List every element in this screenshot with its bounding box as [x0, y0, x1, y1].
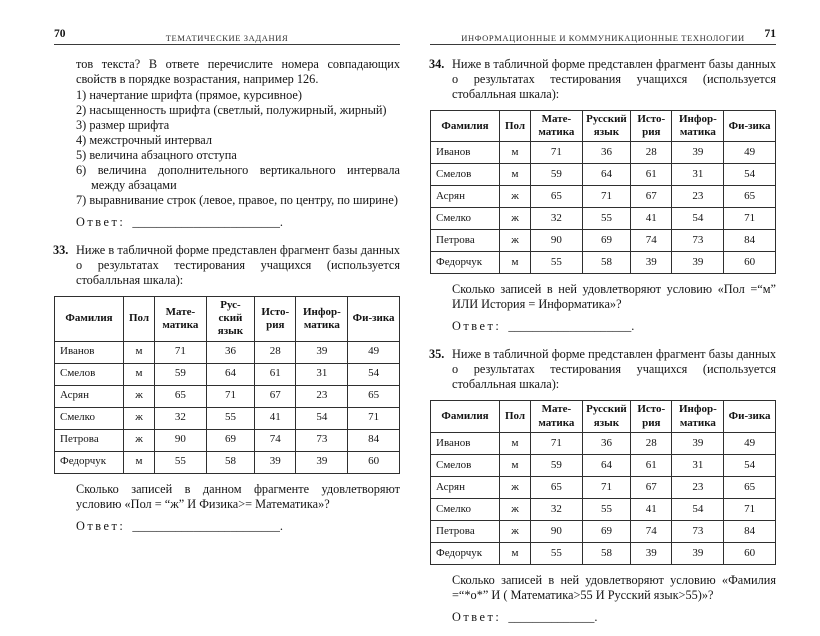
page-number: 70	[54, 28, 66, 40]
table-header-row	[431, 401, 776, 432]
value-cell: 58	[582, 252, 630, 274]
value-cell: 59	[155, 363, 207, 385]
table-row	[431, 520, 776, 542]
value-cell: 23	[296, 385, 348, 407]
value-cell: 28	[631, 142, 672, 164]
surname-cell: Петрова	[55, 429, 124, 451]
table-row	[431, 432, 776, 454]
value-cell: 71	[582, 186, 630, 208]
task-33	[53, 243, 400, 534]
value-cell: 67	[631, 186, 672, 208]
value-cell: м	[500, 432, 531, 454]
surname-cell: Петрова	[431, 230, 500, 252]
surname-cell: Асрян	[431, 186, 500, 208]
value-cell: 54	[672, 498, 724, 520]
value-cell: 54	[724, 164, 776, 186]
surname-cell: Федорчук	[431, 542, 500, 564]
table-row	[431, 164, 776, 186]
value-cell: ж	[500, 230, 531, 252]
value-cell: ж	[124, 385, 155, 407]
value-cell: 71	[531, 432, 583, 454]
value-cell: 41	[631, 498, 672, 520]
table-row	[431, 542, 776, 564]
value-cell: ж	[500, 476, 531, 498]
value-cell: 58	[206, 451, 254, 473]
value-cell: ж	[500, 208, 531, 230]
task-number: 34.	[429, 57, 445, 71]
value-cell: м	[124, 363, 155, 385]
value-cell: 73	[296, 429, 348, 451]
value-cell: 90	[531, 230, 583, 252]
column-header: Мате-матика	[531, 401, 583, 432]
font-properties-list	[76, 88, 400, 208]
value-cell: 55	[206, 407, 254, 429]
value-cell: 32	[155, 407, 207, 429]
value-cell: 61	[255, 363, 296, 385]
surname-cell: Асрян	[55, 385, 124, 407]
value-cell: 60	[724, 542, 776, 564]
value-cell: 31	[672, 454, 724, 476]
right-column-body	[429, 57, 776, 625]
value-cell: ж	[124, 407, 155, 429]
value-cell: м	[500, 142, 531, 164]
column-header: Фамилия	[431, 401, 500, 432]
task-34	[429, 57, 776, 334]
column-header: Мате-матика	[531, 111, 583, 142]
value-cell: 74	[631, 520, 672, 542]
value-cell: 55	[582, 498, 630, 520]
answer-line	[452, 319, 776, 334]
column-header: Мате-матика	[155, 297, 207, 342]
column-header: Фамилия	[55, 297, 124, 342]
value-cell: 54	[296, 407, 348, 429]
surname-cell: Смелко	[431, 208, 500, 230]
value-cell: 71	[724, 498, 776, 520]
column-header: Русский язык	[582, 401, 630, 432]
column-header: Пол	[500, 111, 531, 142]
surname-cell: Смелов	[431, 164, 500, 186]
value-cell: м	[500, 454, 531, 476]
table-row	[431, 186, 776, 208]
results-table-35	[430, 400, 776, 564]
surname-cell: Смелко	[431, 498, 500, 520]
column-header: Фамилия	[431, 111, 500, 142]
value-cell: 74	[255, 429, 296, 451]
table-row	[55, 407, 400, 429]
value-cell: 84	[348, 429, 400, 451]
value-cell: 55	[531, 542, 583, 564]
table-header-row	[55, 297, 400, 342]
column-header: Рус-ский язык	[206, 297, 254, 342]
table-row	[431, 498, 776, 520]
value-cell: 39	[672, 142, 724, 164]
page-left	[54, 28, 400, 620]
column-header: Инфор-матика	[672, 111, 724, 142]
task-description: Ниже в табличной форме представлен фрагмент базы данных о результатах тестирования учащихся (используется стобалльная шкала):	[76, 243, 400, 287]
page-right	[429, 28, 776, 624]
column-header: Инфор-матика	[296, 297, 348, 342]
value-cell: м	[500, 164, 531, 186]
value-cell: ж	[500, 186, 531, 208]
results-table-34	[430, 110, 776, 274]
value-cell: 71	[155, 341, 207, 363]
column-header: Исто-рия	[255, 297, 296, 342]
answer-line	[76, 215, 400, 230]
task-description: Ниже в табличной форме представлен фрагмент базы данных о результатах тестирования учащихся (используется стобалльная шкала):	[452, 57, 776, 101]
value-cell: 54	[672, 208, 724, 230]
surname-cell: Петрова	[431, 520, 500, 542]
value-cell: 60	[348, 451, 400, 473]
table-row	[55, 341, 400, 363]
value-cell: 36	[582, 432, 630, 454]
value-cell: 39	[672, 252, 724, 274]
value-cell: ж	[500, 498, 531, 520]
value-cell: 39	[672, 432, 724, 454]
value-cell: 64	[206, 363, 254, 385]
value-cell: 39	[631, 252, 672, 274]
value-cell: 65	[724, 476, 776, 498]
value-cell: 39	[296, 451, 348, 473]
table-row	[431, 230, 776, 252]
left-column-body	[53, 57, 400, 534]
column-header: Пол	[124, 297, 155, 342]
value-cell: 41	[255, 407, 296, 429]
value-cell: 69	[582, 230, 630, 252]
surname-cell: Иванов	[431, 142, 500, 164]
table-row	[431, 142, 776, 164]
value-cell: м	[124, 341, 155, 363]
list-item: 2) насыщенность шрифта (светлый, полужирный, жирный)	[76, 103, 387, 117]
value-cell: 23	[672, 186, 724, 208]
table-row	[431, 252, 776, 274]
value-cell: 64	[582, 454, 630, 476]
results-table-33	[54, 296, 400, 474]
surname-cell: Смелов	[55, 363, 124, 385]
value-cell: 59	[531, 164, 583, 186]
table-row	[55, 451, 400, 473]
value-cell: 32	[531, 498, 583, 520]
list-item: 7) выравнивание строк (левое, правое, по центру, по ширине)	[76, 193, 398, 207]
table-row	[55, 363, 400, 385]
table-header-row	[431, 111, 776, 142]
value-cell: 65	[155, 385, 207, 407]
column-header: Пол	[500, 401, 531, 432]
column-header: Фи-зика	[348, 297, 400, 342]
value-cell: 39	[631, 542, 672, 564]
value-cell: 67	[255, 385, 296, 407]
column-header: Инфор-матика	[672, 401, 724, 432]
surname-cell: Федорчук	[55, 451, 124, 473]
surname-cell: Асрян	[431, 476, 500, 498]
value-cell: ж	[500, 520, 531, 542]
value-cell: 36	[582, 142, 630, 164]
surname-cell: Смелов	[431, 454, 500, 476]
column-header: Исто-рия	[631, 401, 672, 432]
answer-label: Ответ:	[76, 518, 126, 533]
task-question: Сколько записей в ней удовлетворяют условию «Пол =“м” ИЛИ История = Информатика»?	[452, 282, 776, 312]
value-cell: 71	[206, 385, 254, 407]
list-item: 4) межстрочный интервал	[76, 133, 212, 147]
value-cell: 65	[531, 476, 583, 498]
value-cell: 49	[724, 432, 776, 454]
value-cell: 61	[631, 164, 672, 186]
task-question: Сколько записей в ней удовлетворяют условию «Фамилия =“*о*” И ( Математика>55 И Русский язык>55)»?	[452, 572, 776, 602]
value-cell: 28	[255, 341, 296, 363]
value-cell: 65	[724, 186, 776, 208]
list-item: 6) величина дополнительного вертикального интервала между абзацами	[76, 163, 400, 192]
column-header: Русский язык	[582, 111, 630, 142]
task-number: 35.	[429, 347, 445, 362]
surname-cell: Иванов	[431, 432, 500, 454]
column-header: Исто-рия	[631, 111, 672, 142]
value-cell: м	[500, 252, 531, 274]
value-cell: 31	[296, 363, 348, 385]
value-cell: 84	[724, 520, 776, 542]
answer-line	[76, 519, 400, 534]
value-cell: 71	[531, 142, 583, 164]
answer-label: Ответ:	[452, 609, 502, 624]
list-item: 3) размер шрифта	[76, 118, 170, 132]
value-cell: 61	[631, 454, 672, 476]
answer-blank: ______________.	[508, 609, 598, 624]
value-cell: 67	[631, 476, 672, 498]
value-cell: 73	[672, 230, 724, 252]
value-cell: м	[124, 451, 155, 473]
value-cell: 28	[631, 432, 672, 454]
value-cell: 74	[631, 230, 672, 252]
running-title: ИНФОРМАЦИОННЫЕ И КОММУНИКАЦИОННЫЕ ТЕХНОЛОГИИ	[461, 33, 745, 43]
value-cell: 58	[582, 542, 630, 564]
value-cell: 55	[531, 252, 583, 274]
table-row	[55, 385, 400, 407]
value-cell: 64	[582, 164, 630, 186]
page-header-right	[430, 28, 776, 45]
value-cell: 23	[672, 476, 724, 498]
value-cell: 39	[255, 451, 296, 473]
value-cell: 39	[296, 341, 348, 363]
answer-blank: ________________________.	[132, 215, 283, 229]
value-cell: 69	[582, 520, 630, 542]
column-header: Фи-зика	[724, 111, 776, 142]
answer-blank: ________________________.	[132, 518, 283, 533]
value-cell: 71	[582, 476, 630, 498]
value-cell: м	[500, 542, 531, 564]
answer-blank: ____________________.	[508, 319, 635, 334]
task-number: 33.	[53, 243, 69, 257]
table-row	[431, 476, 776, 498]
value-cell: 49	[348, 341, 400, 363]
task-question: Сколько записей в данном фрагменте удовлетворяют условию «Пол = “ж” И Физика>= Математика»?	[76, 481, 400, 511]
answer-label: Ответ:	[76, 215, 126, 229]
value-cell: 60	[724, 252, 776, 274]
table-row	[431, 208, 776, 230]
value-cell: 41	[631, 208, 672, 230]
list-item: 5) величина абзацного отступа	[76, 148, 237, 162]
value-cell: 59	[531, 454, 583, 476]
value-cell: 36	[206, 341, 254, 363]
value-cell: 54	[724, 454, 776, 476]
value-cell: 55	[155, 451, 207, 473]
value-cell: 71	[348, 407, 400, 429]
value-cell: 39	[672, 542, 724, 564]
surname-cell: Федорчук	[431, 252, 500, 274]
value-cell: 90	[531, 520, 583, 542]
value-cell: ж	[124, 429, 155, 451]
table-row	[431, 454, 776, 476]
value-cell: 84	[724, 230, 776, 252]
value-cell: 49	[724, 142, 776, 164]
page-header-left	[54, 28, 400, 45]
value-cell: 54	[348, 363, 400, 385]
value-cell: 65	[348, 385, 400, 407]
task-35	[429, 347, 776, 624]
column-header: Фи-зика	[724, 401, 776, 432]
value-cell: 32	[531, 208, 583, 230]
task-description: Ниже в табличной форме представлен фрагмент базы данных о результатах тестирования учащихся (используется стобалльная шкала):	[452, 347, 776, 392]
page-number: 71	[764, 28, 776, 40]
answer-label: Ответ:	[452, 319, 502, 334]
value-cell: 55	[582, 208, 630, 230]
running-title: ТЕМАТИЧЕСКИЕ ЗАДАНИЯ	[165, 33, 289, 43]
value-cell: 31	[672, 164, 724, 186]
answer-line	[452, 610, 776, 625]
surname-cell: Иванов	[55, 341, 124, 363]
value-cell: 90	[155, 429, 207, 451]
value-cell: 73	[672, 520, 724, 542]
value-cell: 69	[206, 429, 254, 451]
table-row	[55, 429, 400, 451]
surname-cell: Смелко	[55, 407, 124, 429]
list-item: 1) начертание шрифта (прямое, курсивное)	[76, 88, 302, 102]
value-cell: 71	[724, 208, 776, 230]
task-continuation-text: тов текста? В ответе перечислите номера совпадающих свойств в порядке возрастания, например 126.	[76, 57, 400, 86]
value-cell: 65	[531, 186, 583, 208]
